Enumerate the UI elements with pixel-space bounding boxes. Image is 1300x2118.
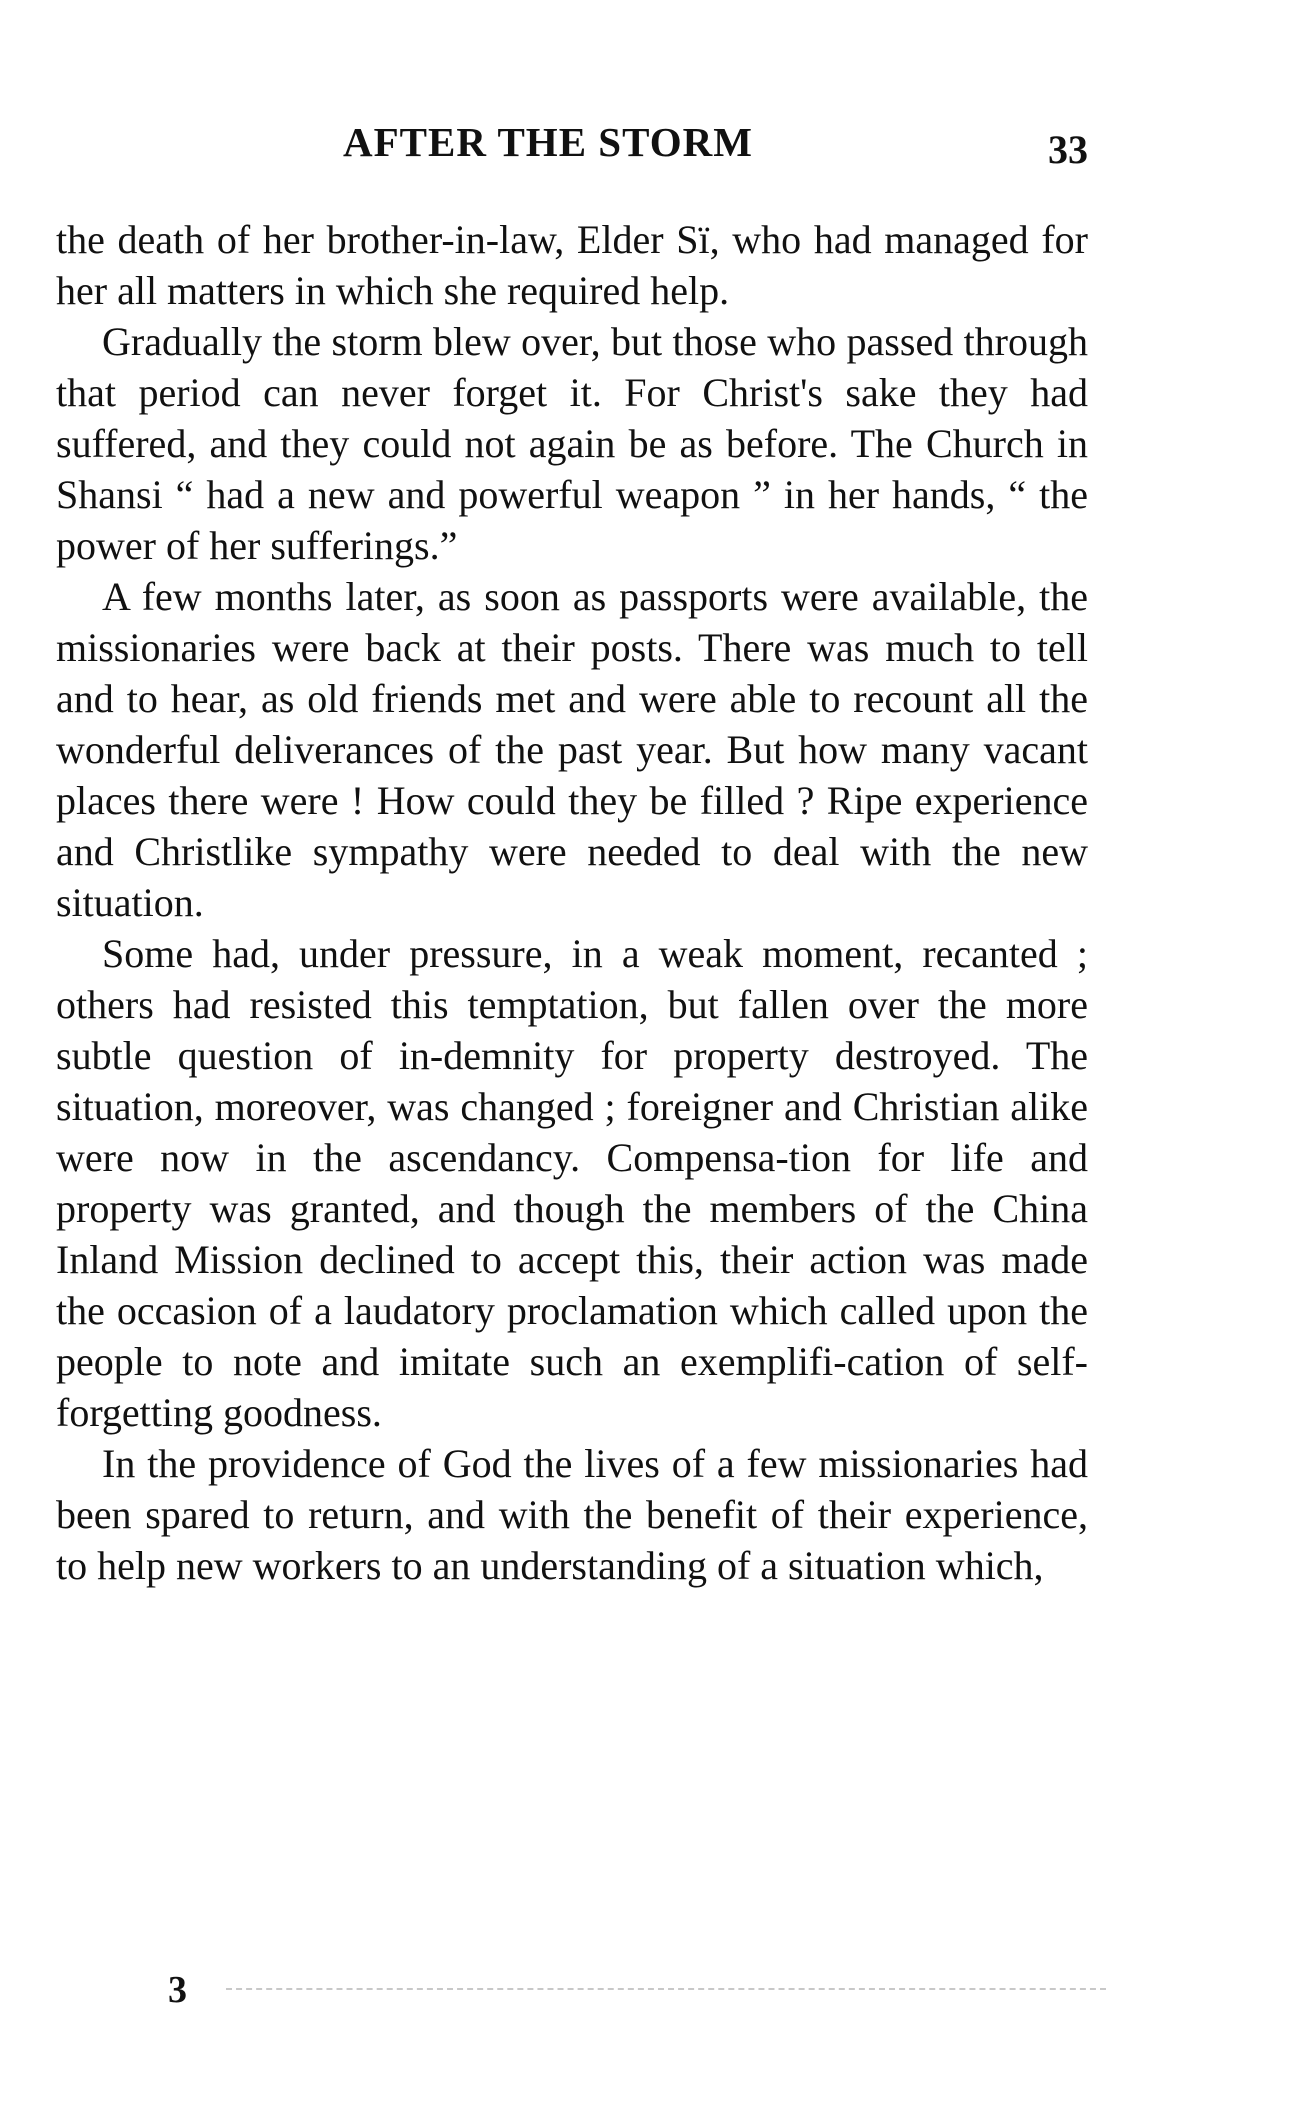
paragraph-1: the death of her brother-in-law, Elder Sï, who had managed for her all matters in which she required help. — [56, 217, 1088, 313]
footer-rule — [226, 1988, 1106, 1990]
paragraph-5: In the providence of God the lives of a few missionaries had been spared to return, and with the benefit of their experience, to help new workers to an understanding of a situation which, — [56, 1441, 1088, 1588]
running-title: AFTER THE STORM — [343, 119, 753, 165]
book-page — [56, 0, 1088, 2118]
body-text — [56, 214, 1088, 1591]
paragraph-4: Some had, under pressure, in a weak moment, recanted ; others had resisted this temptation, but fallen over the more subtle question of in-demnity for property destroyed. The situation, moreover, was changed ; foreigner and Christian alike were now in the ascendancy. Compensa-tion for life and property was granted, and though the members of the China Inland Mission declined to accept this, their action was made the occasion of a laudatory proclamation which called upon the people to note and imitate such an exemplifi-cation of self-forgetting goodness. — [56, 931, 1088, 1435]
page-number: 33 — [1048, 127, 1088, 172]
running-head — [56, 118, 1088, 178]
paragraph-3: A few months later, as soon as passports were available, the missionaries were back at their posts. There was much to tell and to hear, as old friends met and were able to recount all the wonderful deliverances of the past year. But how many vacant places there were ! How could they be filled ? Ripe experience and Christlike sympathy were needed to deal with the new situation. — [56, 574, 1088, 925]
paragraph-2: Gradually the storm blew over, but those who passed through that period can never forget it. For Christ's sake they had suffered, and they could not again be as before. The Church in Shansi “ had a new and powerful weapon ” in her hands, “ the power of her sufferings.” — [56, 319, 1088, 568]
signature-mark: 3 — [168, 1969, 187, 2011]
